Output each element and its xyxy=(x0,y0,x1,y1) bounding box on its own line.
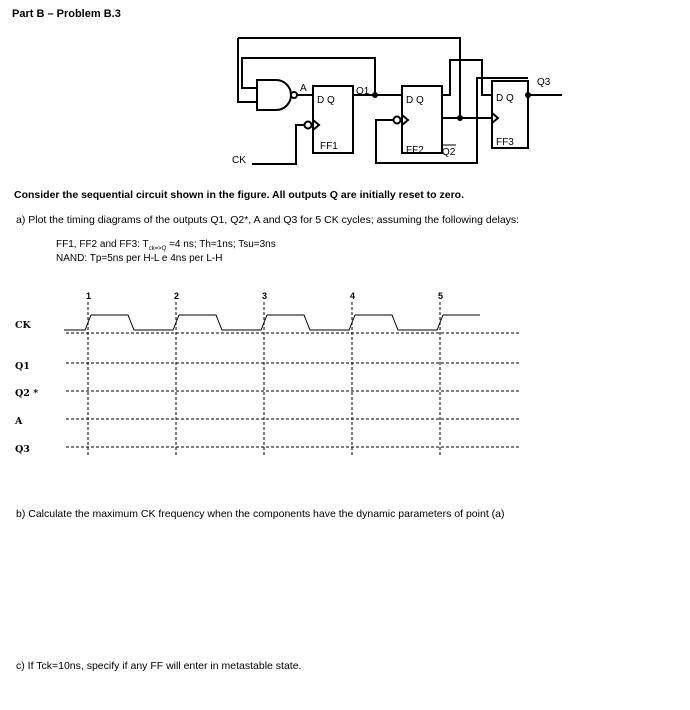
cycle-label: 2 xyxy=(174,291,180,301)
cycle-label: 3 xyxy=(262,291,268,301)
part-b-question: b) Calculate the maximum CK frequency when the components have the dynamic parameters of point (a) xyxy=(16,508,505,520)
ff1-dq: D Q xyxy=(317,95,335,106)
signal-label-a: A xyxy=(15,416,23,427)
delays-line-1: FF1, FF2 and FF3: $T_{ck=>Q} =4$ ns; Th=1ns; Tsu=3ns xyxy=(56,239,276,252)
cycle-label: 1 xyxy=(86,291,92,301)
page-title: Part B – Problem B.3 xyxy=(12,8,121,20)
q2bar-label: Q2 xyxy=(442,147,456,158)
signal-label-q1: Q1 xyxy=(15,361,30,372)
delays-line-2: NAND: Tp=5ns per H-L e 4ns per L-H xyxy=(56,253,223,264)
label-q1: Q1 xyxy=(356,86,370,97)
ff3-dq: D Q xyxy=(496,93,514,104)
intro-text: Consider the sequential circuit shown in the figure. All outputs Q are initially reset to zero. xyxy=(14,189,465,201)
signal-label-q3: Q3 xyxy=(15,444,30,455)
ff3-label: FF3 xyxy=(496,137,514,148)
label-a: A xyxy=(300,83,307,94)
ff2-dq: D Q xyxy=(406,95,424,106)
part-c-question: c) If Tck=10ns, specify if any FF will enter in metastable state. xyxy=(16,660,302,672)
cycle-label: 5 xyxy=(438,291,444,301)
ff2-label: FF2 xyxy=(406,145,424,156)
ff1-label: FF1 xyxy=(320,141,338,152)
part-a-question: a) Plot the timing diagrams of the outputs Q1, Q2*, A and Q3 for 5 CK cycles; assuming the following delays: xyxy=(16,214,520,226)
signal-label-q2: Q2 * xyxy=(15,388,39,399)
label-q3: Q3 xyxy=(537,77,551,88)
label-ck: CK xyxy=(232,155,246,166)
cycle-label: 4 xyxy=(350,291,356,301)
signal-label-ck: CK xyxy=(15,320,31,331)
